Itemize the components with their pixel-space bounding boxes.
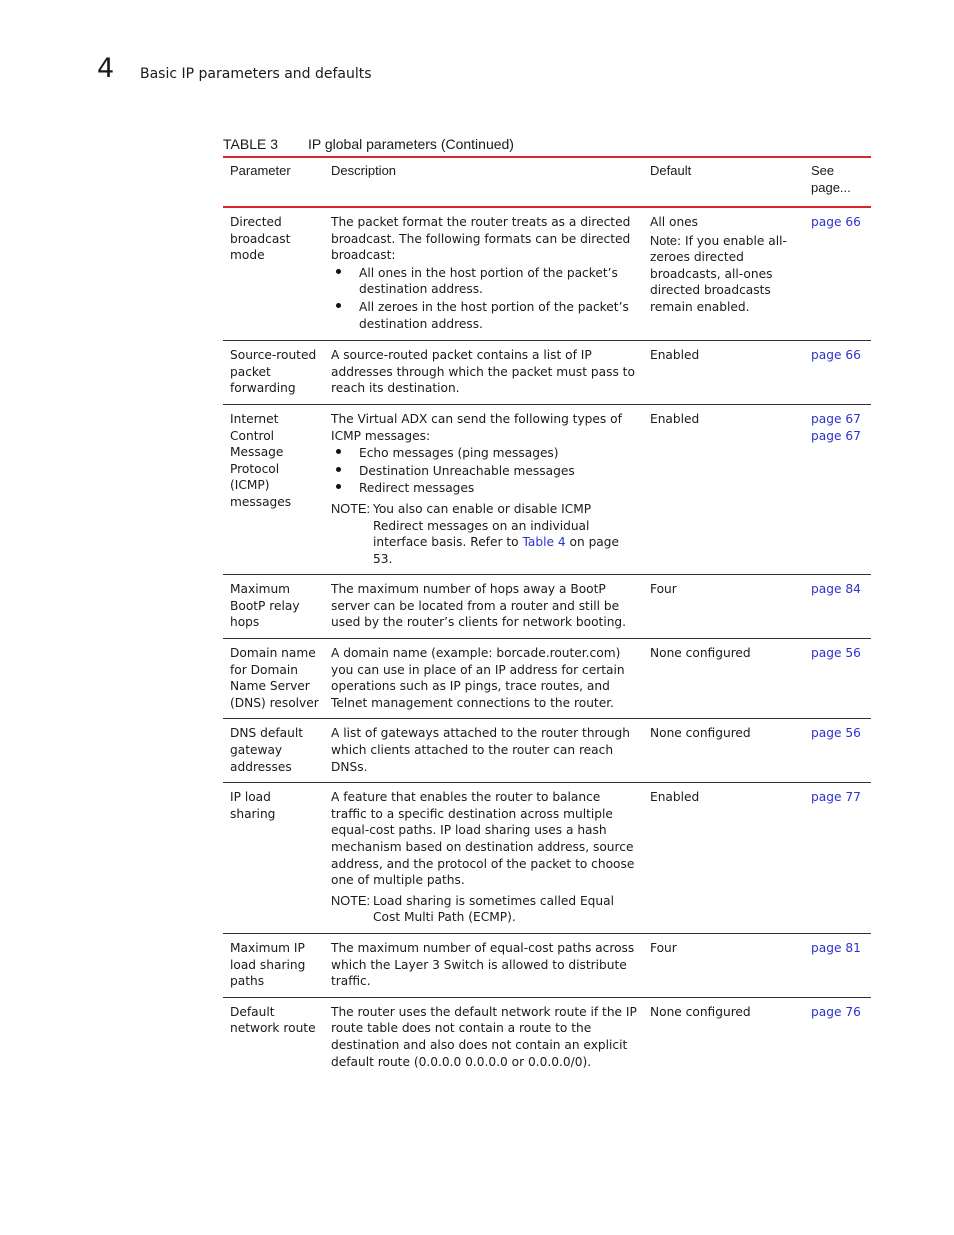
page-link[interactable]: page 56 — [811, 646, 861, 661]
column-header-parameter: Parameter — [230, 163, 291, 178]
bullet-list — [331, 445, 639, 497]
bullet-item: All ones in the host portion of the packet’s destination address. — [331, 265, 639, 298]
default-cell: Four — [650, 582, 677, 597]
note-text-end: on page 53. — [373, 535, 620, 566]
note-text: : If you enable all-zeroes directed broadcasts, all-ones directed broadcasts remain enabled. — [650, 233, 787, 314]
table-caption-title: IP global parameters (Continued) — [308, 136, 514, 152]
default-cell: Enabled — [650, 411, 700, 426]
page-link[interactable]: page 67 — [811, 411, 861, 426]
note — [331, 501, 639, 567]
note-body — [373, 501, 639, 567]
note-label: Note — [650, 232, 678, 248]
default-value: All ones — [650, 215, 699, 229]
chapter-number: 4 — [97, 53, 115, 84]
ip-parameters-table — [223, 156, 871, 1077]
default-cell: None configured — [650, 1004, 751, 1019]
table-caption — [223, 136, 514, 152]
page-link[interactable]: page 76 — [811, 1004, 861, 1019]
page-link[interactable]: page 66 — [811, 348, 861, 363]
default-cell: Enabled — [650, 790, 700, 805]
note-label: NOTE: — [331, 892, 371, 908]
note-label: NOTE: — [331, 500, 371, 516]
parameter-cell: DNS default gateway addresses — [230, 726, 303, 774]
see-page-cell — [804, 341, 871, 405]
description-cell: The maximum number of equal-cost paths across which the Layer 3 Switch is allowed to distribute traffic. — [331, 940, 635, 989]
page-link[interactable]: page 67 — [811, 428, 861, 443]
table-row — [223, 207, 871, 341]
default-cell: None configured — [650, 726, 751, 741]
default-note — [650, 233, 800, 316]
description-cell: A domain name (example: borcade.router.com) you can use in place of an IP address for certain operations such as IP pings, trace routes, and Telnet management connections to the router. — [331, 646, 625, 710]
default-cell — [643, 207, 804, 341]
see-page-cell — [804, 783, 871, 934]
table-row — [223, 719, 871, 783]
column-header-default: Default — [650, 163, 692, 178]
note-text: Load sharing is sometimes called Equal Cost Multi Path (ECMP). — [373, 893, 614, 925]
table-row — [223, 639, 871, 719]
column-header-description: Description — [331, 163, 397, 178]
description-text: The packet format the router treats as a directed broadcast. The following formats can be directed broadcast: — [331, 215, 631, 263]
page-link[interactable]: page 77 — [811, 790, 861, 805]
bullet-item: Destination Unreachable messages — [331, 463, 639, 480]
bullet-item: All zeroes in the host portion of the packet’s destination address. — [331, 299, 639, 332]
page-link[interactable]: page 81 — [811, 940, 861, 955]
parameter-cell: Directed broadcast mode — [230, 215, 291, 263]
page-link[interactable]: page 66 — [811, 215, 861, 229]
default-cell: Four — [650, 940, 677, 955]
see-page-cell — [804, 404, 871, 574]
page-link[interactable]: page 84 — [811, 582, 861, 597]
parameter-cell: Domain name for Domain Name Server (DNS) resolver — [230, 646, 319, 710]
table-caption-label: TABLE 3 — [223, 136, 278, 152]
bullet-item: Echo messages (ping messages) — [331, 445, 639, 462]
bullet-item: Redirect messages — [331, 480, 639, 497]
description-cell — [324, 207, 643, 341]
description-text: The Virtual ADX can send the following types of ICMP messages: — [331, 411, 622, 443]
default-cell: Enabled — [650, 348, 700, 363]
chapter-title: Basic IP parameters and defaults — [140, 66, 372, 82]
table-row — [223, 341, 871, 405]
see-page-cell — [804, 933, 871, 997]
note-text: You also can enable or disable ICMP Redirect messages on an individual interface basis. Refer to — [373, 501, 592, 550]
see-page-cell — [804, 997, 871, 1077]
description-cell: The router uses the default network route if the IP route table does not contain a route to the destination and also does not contain an explicit default route (0.0.0.0 0.0.0.0 or 0.0.0.0/0). — [331, 1004, 637, 1069]
see-page-cell — [804, 207, 871, 341]
description-cell: A list of gateways attached to the router through which clients attached to the router can reach DNSs. — [331, 726, 630, 774]
bullet-list — [331, 265, 639, 332]
table-header-row — [223, 157, 871, 207]
see-page-cell — [804, 639, 871, 719]
description-cell: A source-routed packet contains a list of IP addresses through which the packet must pass to reach its destination. — [331, 348, 635, 396]
default-cell: None configured — [650, 646, 751, 661]
parameter-cell: Internet Control Message Protocol (ICMP) messages — [230, 411, 292, 509]
table-4-link[interactable]: Table 4 — [522, 535, 566, 550]
table-row — [223, 997, 871, 1077]
description-cell — [324, 404, 643, 574]
page-link[interactable]: page 56 — [811, 726, 861, 741]
parameter-cell: Default network route — [230, 1004, 316, 1036]
table-row — [223, 575, 871, 639]
description-cell: The maximum number of hops away a BootP server can be located from a router and still be used by the router’s clients for network booting. — [331, 582, 627, 630]
parameter-cell: IP load sharing — [230, 790, 276, 821]
description-text: A feature that enables the router to balance traffic to a specific destination across multiple equal-cost paths. IP load sharing uses a hash mechanism based on destination address, source address, and the protocol of the packet to choose one of multiple paths. — [331, 790, 635, 888]
column-header-see-page: See page... — [811, 163, 851, 195]
description-cell — [324, 783, 643, 934]
parameter-cell: Source-routed packet forwarding — [230, 348, 317, 396]
note — [331, 893, 639, 926]
table-row — [223, 933, 871, 997]
parameter-cell: Maximum BootP relay hops — [230, 582, 300, 630]
table-row — [223, 783, 871, 934]
parameter-cell: Maximum IP load sharing paths — [230, 940, 306, 989]
table-row — [223, 404, 871, 574]
see-page-cell — [804, 575, 871, 639]
see-page-cell — [804, 719, 871, 783]
